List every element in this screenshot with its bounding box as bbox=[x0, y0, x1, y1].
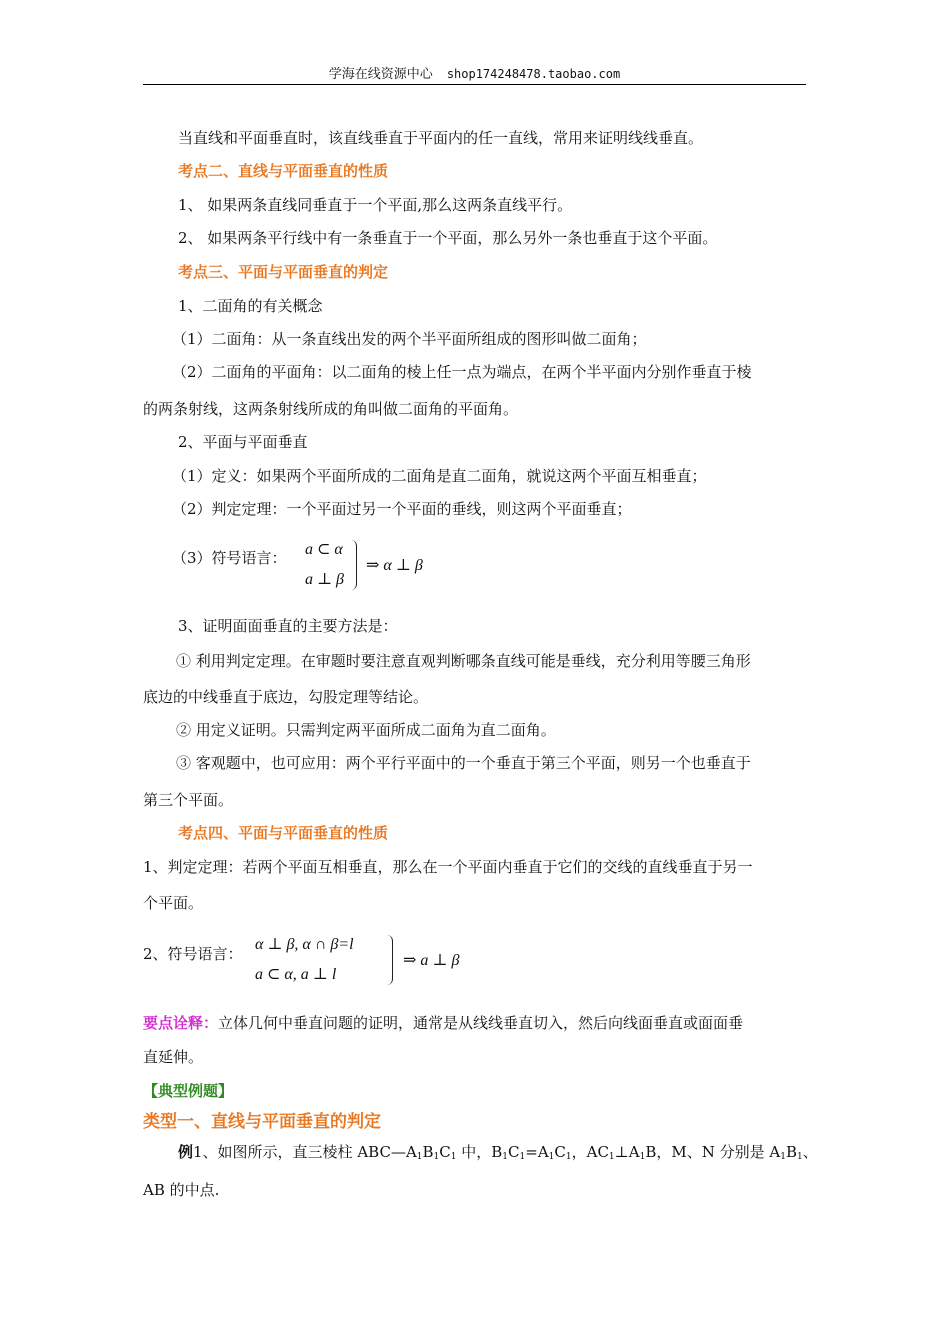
text-line: 2、符号语言： bbox=[143, 945, 243, 963]
type-heading: 类型一、直线与平面垂直的判定 bbox=[143, 1112, 381, 1132]
text-line: AB 的中点. bbox=[143, 1181, 220, 1199]
header-shop: shop174248478.taobao.com bbox=[446, 67, 621, 81]
section-heading: 考点四、平面与平面垂直的性质 bbox=[178, 824, 389, 842]
tip-text: 立体几何中垂直问题的证明，通常是从线线垂直切入，然后向线面垂直或面面垂 bbox=[218, 1014, 744, 1032]
text-line: 当直线和平面垂直时，该直线垂直于平面内的任一直线，常用来证明线线垂直。 bbox=[178, 129, 704, 147]
math-expression: α ⊥ β, α ∩ β=l bbox=[255, 936, 354, 953]
math-expression: ⇒ α ⊥ β bbox=[366, 557, 423, 574]
text-line: 1、二面角的有关概念 bbox=[178, 297, 323, 315]
text-line: （2）二面角的平面角：以二面角的棱上任一点为端点，在两个半平面内分别作垂直于棱 bbox=[172, 363, 752, 381]
text-line: 第三个平面。 bbox=[143, 791, 234, 809]
text-line: 1、 如果两条直线同垂直于一个平面,那么这两条直线平行。 bbox=[178, 196, 573, 214]
text-line: ① 利用判定定理。在审题时要注意直观判断哪条直线可能是垂线，充分利用等腰三角形 bbox=[176, 652, 751, 670]
example-line: 例1、如图所示，直三棱柱 $ABC—A_1B_1C_1$ 中，$B_1C_1=A_1C_1$，$AC_1\perp A_1B$，M、N 分别是 $A_1B_1$、 bbox=[178, 1143, 818, 1162]
header-site: 学海在线资源中心 bbox=[328, 67, 433, 82]
text-line: 个平面。 bbox=[143, 894, 204, 912]
text-line: ② 用定义证明。只需判定两平面所成二面角为直二面角。 bbox=[176, 721, 556, 739]
math-expression: a ⊂ α bbox=[305, 541, 343, 558]
math-expression: a ⊥ β bbox=[305, 571, 345, 588]
section-heading: 考点三、平面与平面垂直的判定 bbox=[178, 263, 389, 281]
tip-label: 要点诠释： bbox=[143, 1014, 219, 1032]
tip-line bbox=[143, 1013, 743, 1033]
text-line: 的两条射线，这两条射线所成的角叫做二面角的平面角。 bbox=[143, 400, 519, 418]
text-line: 直延伸。 bbox=[143, 1048, 204, 1066]
text-line: 1、判定定理：若两个平面互相垂直，那么在一个平面内垂直于它们的交线的直线垂直于另一 bbox=[143, 858, 753, 876]
example-text: 1、如图所示，直三棱柱 bbox=[193, 1143, 353, 1161]
section-heading: 考点二、直线与平面垂直的性质 bbox=[178, 162, 389, 180]
text-line: 2、 如果两条平行线中有一条垂直于一个平面，那么另外一条也垂直于这个平面。 bbox=[178, 229, 718, 247]
page-header bbox=[143, 64, 806, 85]
brace bbox=[386, 935, 393, 985]
text-line: （1）二面角：从一条直线出发的两个半平面所组成的图形叫做二面角； bbox=[172, 330, 647, 348]
math-expression: ⇒ a ⊥ β bbox=[403, 952, 460, 969]
text-line: 3、证明面面垂直的主要方法是： bbox=[178, 617, 398, 635]
example-label: 例 bbox=[178, 1143, 194, 1161]
text-line: 2、平面与平面垂直 bbox=[178, 433, 308, 451]
text-line: ③ 客观题中，也可应用：两个平行平面中的一个垂直于第三个平面，则另一个也垂直于 bbox=[176, 754, 751, 772]
text-line: （2）判定定理：一个平面过另一个平面的垂线，则这两个平面垂直； bbox=[172, 500, 632, 518]
brace bbox=[350, 540, 357, 590]
text-line: 底边的中线垂直于底边，勾股定理等结论。 bbox=[143, 688, 429, 706]
examples-heading: 【典型例题】 bbox=[143, 1082, 234, 1100]
text-line: （3）符号语言： bbox=[172, 549, 287, 567]
text-line: （1）定义：如果两个平面所成的二面角是直二面角，就说这两个平面互相垂直； bbox=[172, 467, 707, 485]
math-expression: a ⊂ α, a ⊥ l bbox=[255, 966, 337, 983]
